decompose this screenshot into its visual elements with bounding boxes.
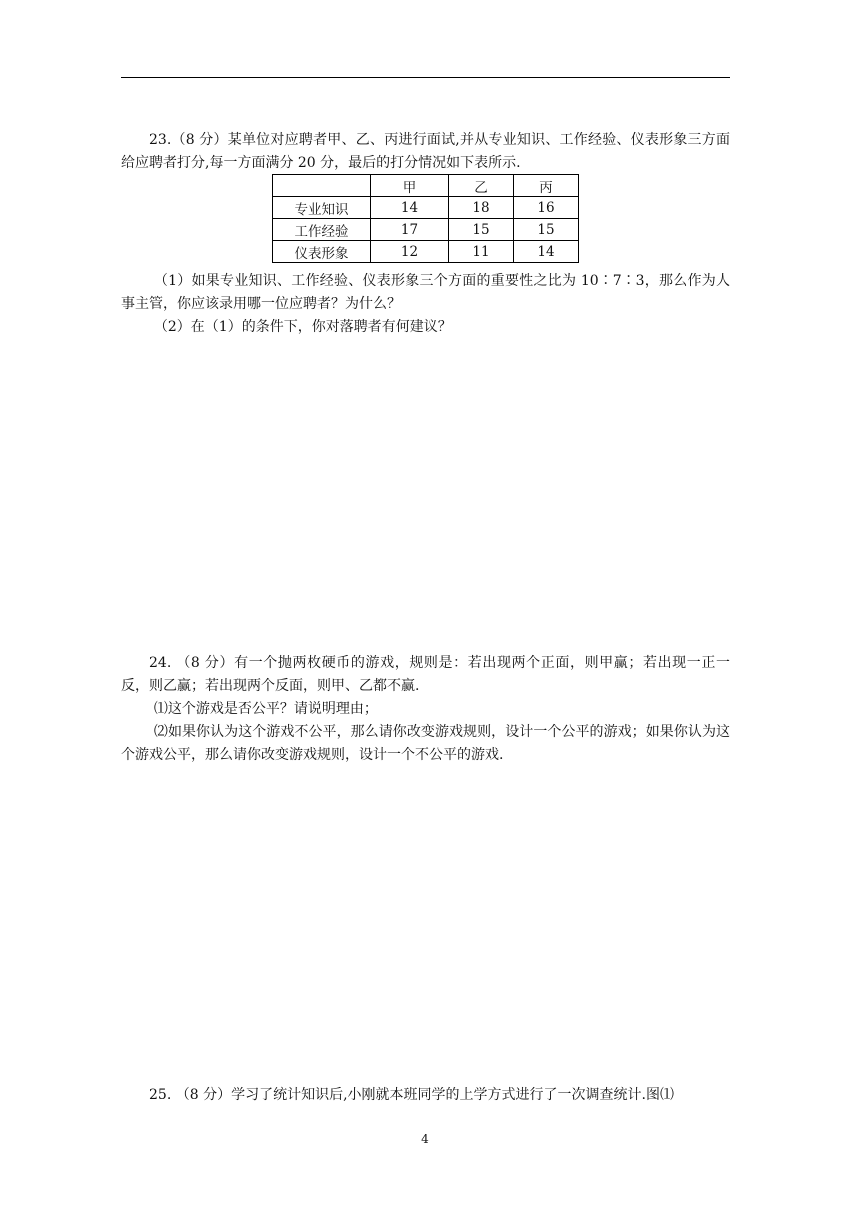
q24-part1: ⑴这个游戏是否公平？请说明理由； (153, 701, 378, 717)
table-cell: 17 (371, 219, 449, 241)
table-row-label: 仪表形象 (273, 241, 371, 263)
q25-intro: 25. （8 分）学习了统计知识后,小刚就本班同学的上学方式进行了一次调查统计.图⑴ (149, 1087, 674, 1103)
header-rule (121, 77, 730, 78)
table-row-label: 专业知识 (273, 197, 371, 219)
score-table (272, 174, 579, 263)
table-cell: 15 (514, 219, 579, 241)
table-cell: 11 (449, 241, 514, 263)
table-row-label: 工作经验 (273, 219, 371, 241)
q23-intro: 23.（8 分）某单位对应聘者甲、乙、丙进行面试,并从专业知识、工作经验、仪表形象三方面给应聘者打分,每一方面满分 20 分，最后的打分情况如下表所示. (121, 132, 730, 171)
table-header-cell: 丙 (514, 175, 579, 197)
table-cell: 15 (449, 219, 514, 241)
table-cell: 14 (514, 241, 579, 263)
table-header-cell: 甲 (371, 175, 449, 197)
table-header-cell (273, 175, 371, 197)
table-header-row (273, 175, 579, 197)
table-row (273, 219, 579, 241)
q23-part1: （1）如果专业知识、工作经验、仪表形象三个方面的重要性之比为 10∶7∶3，那么作为人事主管，你应该录用哪一位应聘者？为什么？ (121, 273, 730, 312)
q23-part2: （2）在（1）的条件下，你对落聘者有何建议？ (153, 319, 452, 335)
page-number: 4 (421, 1132, 429, 1146)
table-cell: 18 (449, 197, 514, 219)
table-row (273, 197, 579, 219)
q24-part2: ⑵如果你认为这个游戏不公平，那么请你改变游戏规则，设计一个公平的游戏；如果你认为这个游戏公平，那么请你改变游戏规则，设计一个不公平的游戏. (121, 724, 730, 763)
table-row (273, 241, 579, 263)
table-header-cell: 乙 (449, 175, 514, 197)
q24-intro: 24. （8 分）有一个抛两枚硬币的游戏，规则是：若出现两个正面，则甲赢；若出现一正一反，则乙赢；若出现两个反面，则甲、乙都不赢. (121, 655, 730, 694)
table-cell: 14 (371, 197, 449, 219)
table-cell: 16 (514, 197, 579, 219)
table-cell: 12 (371, 241, 449, 263)
